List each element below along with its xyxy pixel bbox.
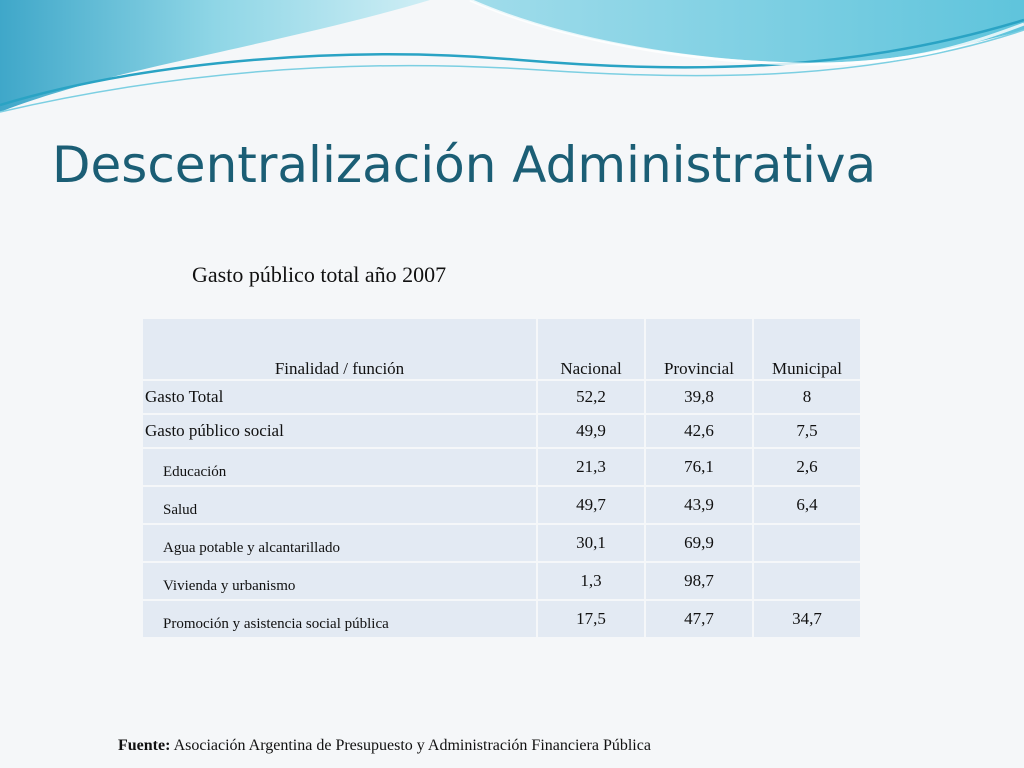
header-nacional: Nacional (538, 319, 644, 381)
cell-nacional: 17,5 (538, 601, 644, 639)
cell-municipal: 8 (754, 381, 860, 415)
source-text: Asociación Argentina de Presupuesto y Administración Financiera Pública (173, 737, 651, 754)
cell-provincial: 98,7 (646, 563, 752, 601)
cell-municipal (754, 563, 860, 601)
row-label: Gasto Total (143, 381, 536, 415)
cell-provincial: 39,8 (646, 381, 752, 415)
cell-municipal: 34,7 (754, 601, 860, 639)
table-row (143, 381, 860, 415)
cell-municipal (754, 525, 860, 563)
cell-nacional: 52,2 (538, 381, 644, 415)
header-municipal: Municipal (754, 319, 860, 381)
cell-municipal: 7,5 (754, 415, 860, 449)
decorative-waves (0, 0, 1024, 140)
table-row (143, 415, 860, 449)
row-label: Gasto público social (143, 415, 536, 449)
table-row (143, 487, 860, 525)
row-label: Agua potable y alcantarillado (143, 525, 536, 563)
spending-table (141, 319, 862, 639)
cell-nacional: 49,9 (538, 415, 644, 449)
row-label: Salud (143, 487, 536, 525)
cell-provincial: 43,9 (646, 487, 752, 525)
row-label: Promoción y asistencia social pública (143, 601, 536, 639)
row-label: Educación (143, 449, 536, 487)
table-subtitle: Gasto público total año 2007 (192, 262, 447, 287)
header-provincial: Provincial (646, 319, 752, 381)
table-row (143, 563, 860, 601)
source-note (118, 737, 651, 755)
cell-nacional: 1,3 (538, 563, 644, 601)
table-row (143, 601, 860, 639)
table-header-row (143, 319, 860, 381)
cell-municipal: 2,6 (754, 449, 860, 487)
source-label: Fuente: (118, 737, 171, 754)
cell-municipal: 6,4 (754, 487, 860, 525)
table-row (143, 525, 860, 563)
cell-nacional: 49,7 (538, 487, 644, 525)
cell-nacional: 30,1 (538, 525, 644, 563)
cell-provincial: 42,6 (646, 415, 752, 449)
cell-nacional: 21,3 (538, 449, 644, 487)
cell-provincial: 69,9 (646, 525, 752, 563)
cell-provincial: 47,7 (646, 601, 752, 639)
table-row (143, 449, 860, 487)
slide-title: Descentralización Administrativa (52, 136, 877, 194)
header-finalidad: Finalidad / función (143, 319, 536, 381)
cell-provincial: 76,1 (646, 449, 752, 487)
row-label: Vivienda y urbanismo (143, 563, 536, 601)
